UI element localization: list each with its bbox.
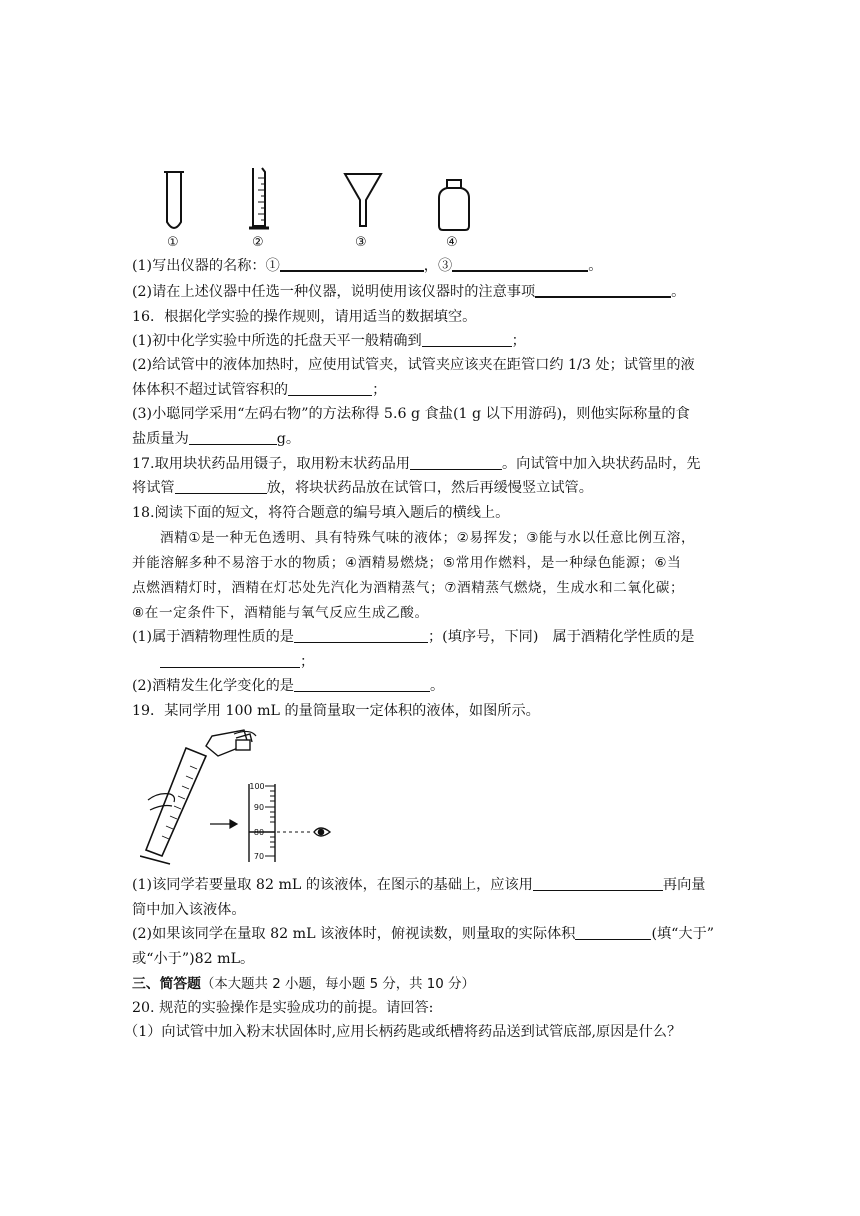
- funnel-icon: [345, 174, 381, 226]
- reagent-bottle-icon: [206, 730, 252, 756]
- answer-blank[interactable]: [575, 925, 651, 940]
- answer-blank[interactable]: [160, 653, 300, 668]
- q19-title: 19．某同学用 100 mL 的量筒量取一定体积的液体，如图所示。: [132, 703, 540, 719]
- q18-passage-line1: 酒精①是一种无色透明、具有特殊气味的液体；②易挥发；③能与水以任意比例互溶，: [160, 530, 696, 546]
- q18-part1-cont: ；: [160, 652, 314, 672]
- scale-detail: [249, 784, 312, 862]
- answer-blank[interactable]: [280, 256, 424, 272]
- answer-blank[interactable]: [410, 455, 502, 470]
- instrument-label-2: ②: [252, 235, 264, 250]
- scale-label-100: 100: [249, 782, 265, 791]
- eye-icon: [314, 828, 330, 836]
- answer-blank[interactable]: [533, 876, 663, 891]
- cylinder-reading-figure: [140, 726, 340, 866]
- instrument-label-3: ③: [355, 235, 367, 250]
- q18-passage-line2: 并能溶解多种不易溶于水的物质；④酒精易燃烧；⑤常用作燃料，是一种绿色能源；⑥当: [132, 555, 682, 571]
- q16-part3b: 盐质量为 g。: [132, 431, 301, 447]
- q20-title: 20. 规范的实验操作是实验成功的前提。请回答:: [132, 1000, 434, 1016]
- q17-line1: 17.取用块状药品用镊子，取用粉末状药品用 。向试管中加入块状药品时，先: [132, 456, 701, 472]
- q16-title: 16．根据化学实验的操作规则，请用适当的数据填空。: [132, 309, 477, 325]
- q19-part1a: (1)该同学若要量取 82 mL 的该液体，在图示的基础上，应该用 再向量: [132, 877, 706, 893]
- q18-title: 18.阅读下面的短文，将符合题意的编号填入题后的横线上。: [132, 505, 510, 521]
- q19-part1b: 筒中加入该液体。: [132, 902, 246, 918]
- q18-part1: (1)属于酒精物理性质的是 ；(填序号，下同) 属于酒精化学性质的是: [132, 629, 695, 645]
- scale-label-90: 90: [253, 803, 265, 812]
- q20-part1: （1）向试管中加入粉末状固体时,应用长柄药匙或纸槽将药品送到试管底部,原因是什么？: [124, 1024, 682, 1040]
- q19-part2b: 或“小于”)82 mL。: [132, 951, 255, 967]
- q18-passage-line4: ⑧在一定条件下，酒精能与氧气反应生成乙酸。: [132, 605, 429, 621]
- arrow-icon: [210, 820, 237, 828]
- q15-part2: (2)请在上述仪器中任选一种仪器，说明使用该仪器时的注意事项 。: [132, 284, 686, 300]
- instrument-label-4: ④: [446, 235, 458, 250]
- q19-part2a: (2)如果该同学在量取 82 mL 该液体时，俯视读数，则量取的实际体积 (填“大于”: [132, 926, 715, 942]
- bottle-icon: [439, 180, 469, 230]
- instrument-label-1: ①: [167, 235, 179, 250]
- tilted-cylinder-icon: [140, 748, 206, 864]
- answer-blank[interactable]: [288, 381, 372, 396]
- section-3-heading: 三、简答题（本大题共 2 小题，每小题 5 分，共 10 分）: [132, 976, 475, 992]
- instruments-figure: [150, 160, 480, 252]
- answer-blank[interactable]: [294, 628, 428, 643]
- q16-part2a: (2)给试管中的液体加热时，应使用试管夹，试管夹应该夹在距管口约 1/3 处；试管里的液: [132, 357, 695, 373]
- q18-part2: (2)酒精发生化学变化的是 。: [132, 678, 445, 694]
- q15-part1: (1)写出仪器的名称：① ，③ 。: [132, 258, 603, 274]
- q17-line2: 将试管 放，将块状药品放在试管口，然后再缓慢竖立试管。: [132, 480, 593, 496]
- answer-blank[interactable]: [422, 332, 512, 347]
- scale-label-70: 70: [253, 852, 265, 861]
- answer-blank[interactable]: [294, 677, 430, 692]
- test-tube-icon: [164, 172, 184, 228]
- answer-blank[interactable]: [452, 256, 588, 272]
- q18-passage-line3: 点燃酒精灯时，酒精在灯芯处先汽化为酒精蒸气；⑦酒精蒸气燃烧，生成水和二氧化碳；: [132, 580, 685, 596]
- graduated-cylinder-icon: [249, 168, 269, 228]
- answer-blank[interactable]: [175, 479, 267, 494]
- q16-part2b: 体体积不超过试管容积的 ；: [132, 382, 387, 398]
- q16-part3a: (3)小聪同学采用“左码右物”的方法称得 5.6 g 食盐(1 g 以下用游码)，则他实际称量的食: [132, 406, 690, 422]
- answer-blank[interactable]: [535, 282, 671, 298]
- q16-part1: (1)初中化学实验中所选的托盘天平一般精确到 ；: [132, 333, 526, 349]
- answer-blank[interactable]: [189, 430, 277, 445]
- scale-label-80: 80: [253, 828, 265, 837]
